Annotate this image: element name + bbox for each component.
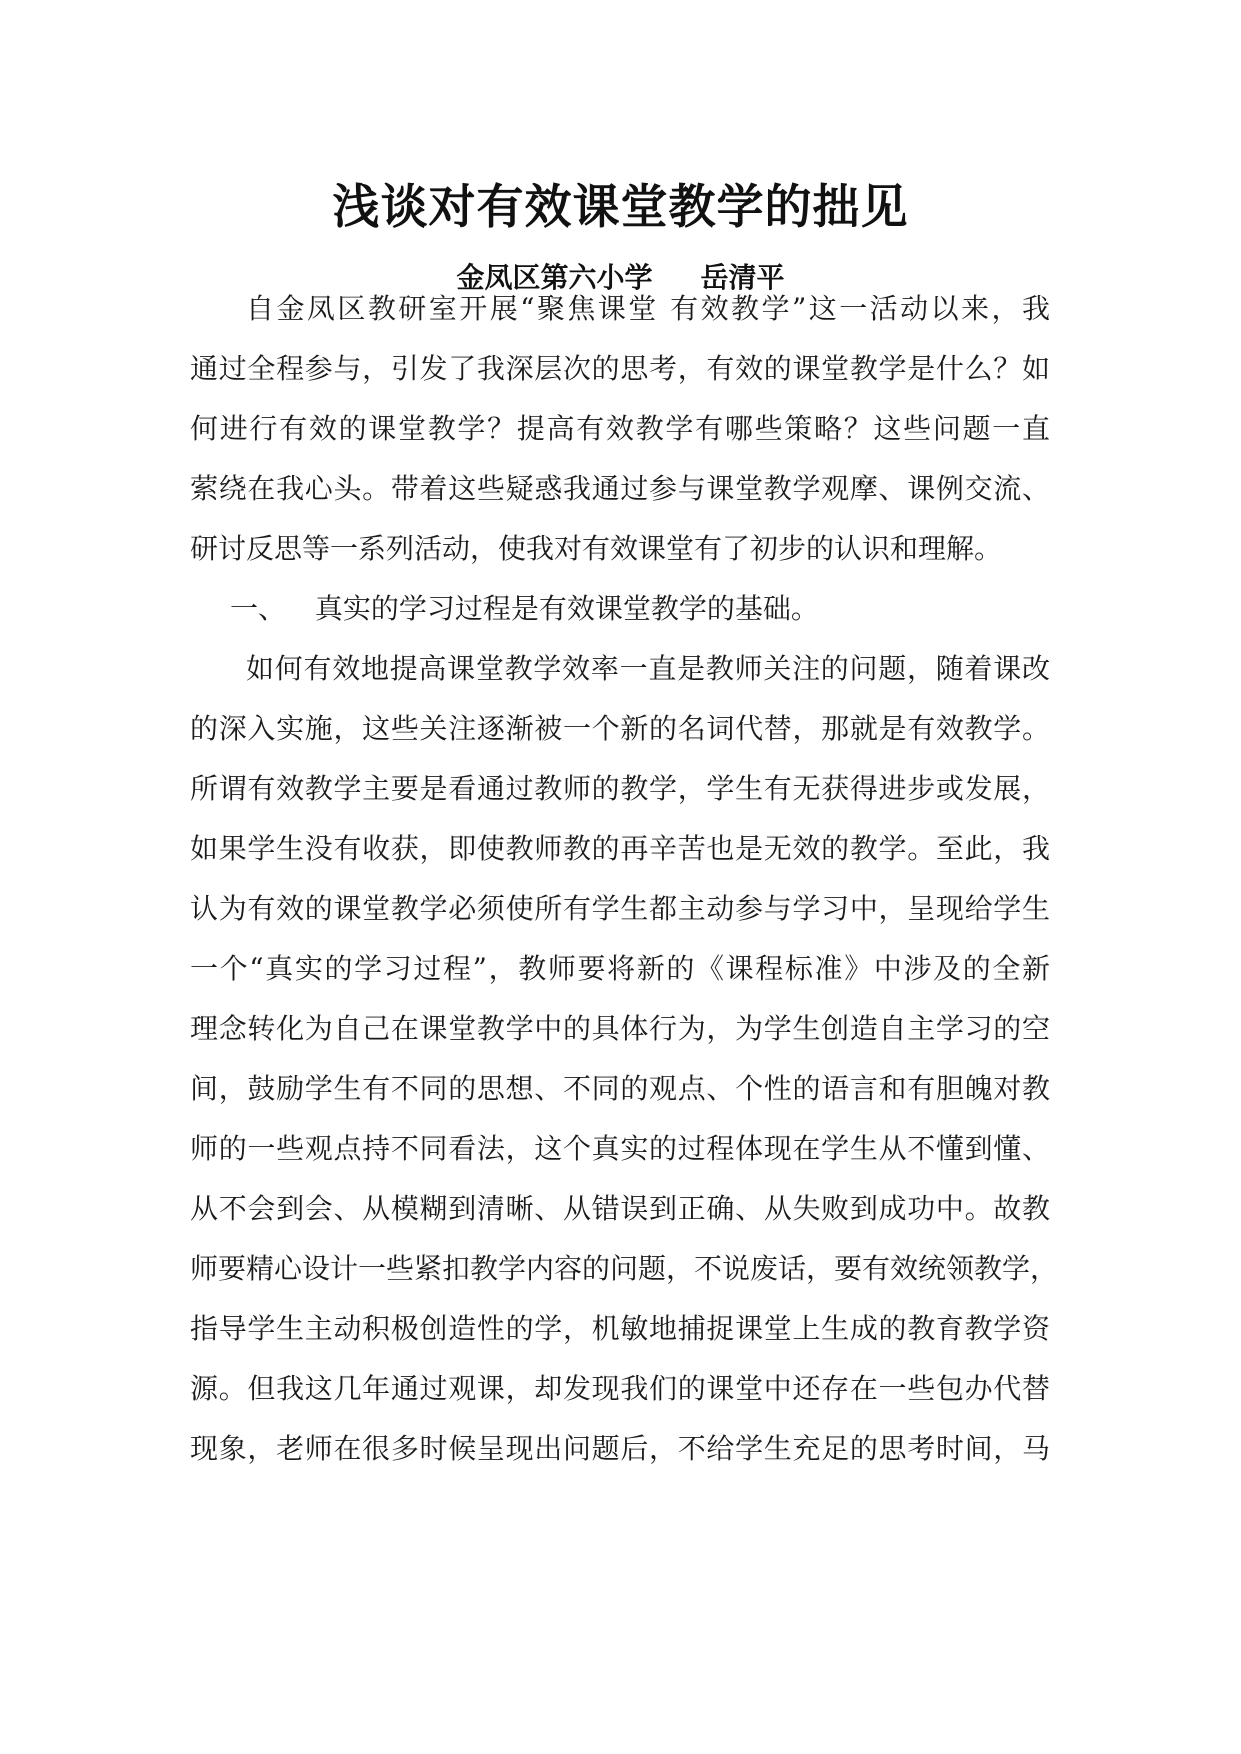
paragraph-line: 指导学生主动积极创造性的学，机敏地捕捉课堂上生成的教育教学资 bbox=[190, 1312, 1050, 1345]
paragraph-line: 从不会到会、从模糊到清晰、从错误到正确、从失败到成功中。故教 bbox=[190, 1192, 1050, 1225]
author-school: 金凤区第六小学 bbox=[456, 261, 653, 294]
document-title: 浅谈对有效课堂教学的拙见 bbox=[332, 180, 909, 235]
paragraph-line: 何进行有效的课堂教学？提高有效教学有哪些策略？这些问题一直 bbox=[190, 412, 1050, 445]
paragraph-line: 研讨反思等一系列活动，使我对有效课堂有了初步的认识和理解。 bbox=[190, 532, 1003, 565]
paragraph-line: 一个“真实的学习过程”，教师要将新的《课程标准》中涉及的全新 bbox=[190, 952, 1050, 985]
paragraph-line: 现象，老师在很多时候呈现出问题后，不给学生充足的思考时间，马 bbox=[190, 1432, 1050, 1465]
author-name: 岳清平 bbox=[700, 261, 785, 294]
paragraph-line: 理念转化为自己在课堂教学中的具体行为，为学生创造自主学习的空 bbox=[190, 1012, 1050, 1045]
paragraph-line: 自金凤区教研室开展“聚焦课堂 有效教学”这一活动以来，我 bbox=[246, 292, 1050, 325]
paragraph-line: 认为有效的课堂教学必须使所有学生都主动参与学习中，呈现给学生 bbox=[190, 892, 1050, 925]
section-heading: 一、 真实的学习过程是有效课堂教学的基础。 bbox=[230, 592, 819, 625]
paragraph-line: 师的一些观点持不同看法，这个真实的过程体现在学生从不懂到懂、 bbox=[190, 1132, 1050, 1165]
paragraph-line: 的深入实施，这些关注逐渐被一个新的名词代替，那就是有效教学。 bbox=[190, 712, 1050, 745]
paragraph-line: 源。但我这几年通过观课，却发现我们的课堂中还存在一些包办代替 bbox=[190, 1372, 1050, 1405]
paragraph-line: 所谓有效教学主要是看通过教师的教学，学生有无获得进步或发展， bbox=[190, 772, 1050, 805]
paragraph-line: 萦绕在我心头。带着这些疑惑我通过参与课堂教学观摩、课例交流、 bbox=[190, 472, 1050, 505]
paragraph-line: 师要精心设计一些紧扣教学内容的问题，不说废话，要有效统领教学， bbox=[190, 1252, 1059, 1285]
paragraph-line: 间，鼓励学生有不同的思想、不同的观点、个性的语言和有胆魄对教 bbox=[190, 1072, 1050, 1105]
paragraph-line: 如何有效地提高课堂教学效率一直是教师关注的问题，随着课改 bbox=[246, 652, 1050, 685]
paragraph-line: 通过全程参与，引发了我深层次的思考，有效的课堂教学是什么？如 bbox=[190, 352, 1050, 385]
paragraph-line: 如果学生没有收获，即使教师教的再辛苦也是无效的教学。至此，我 bbox=[190, 832, 1050, 865]
